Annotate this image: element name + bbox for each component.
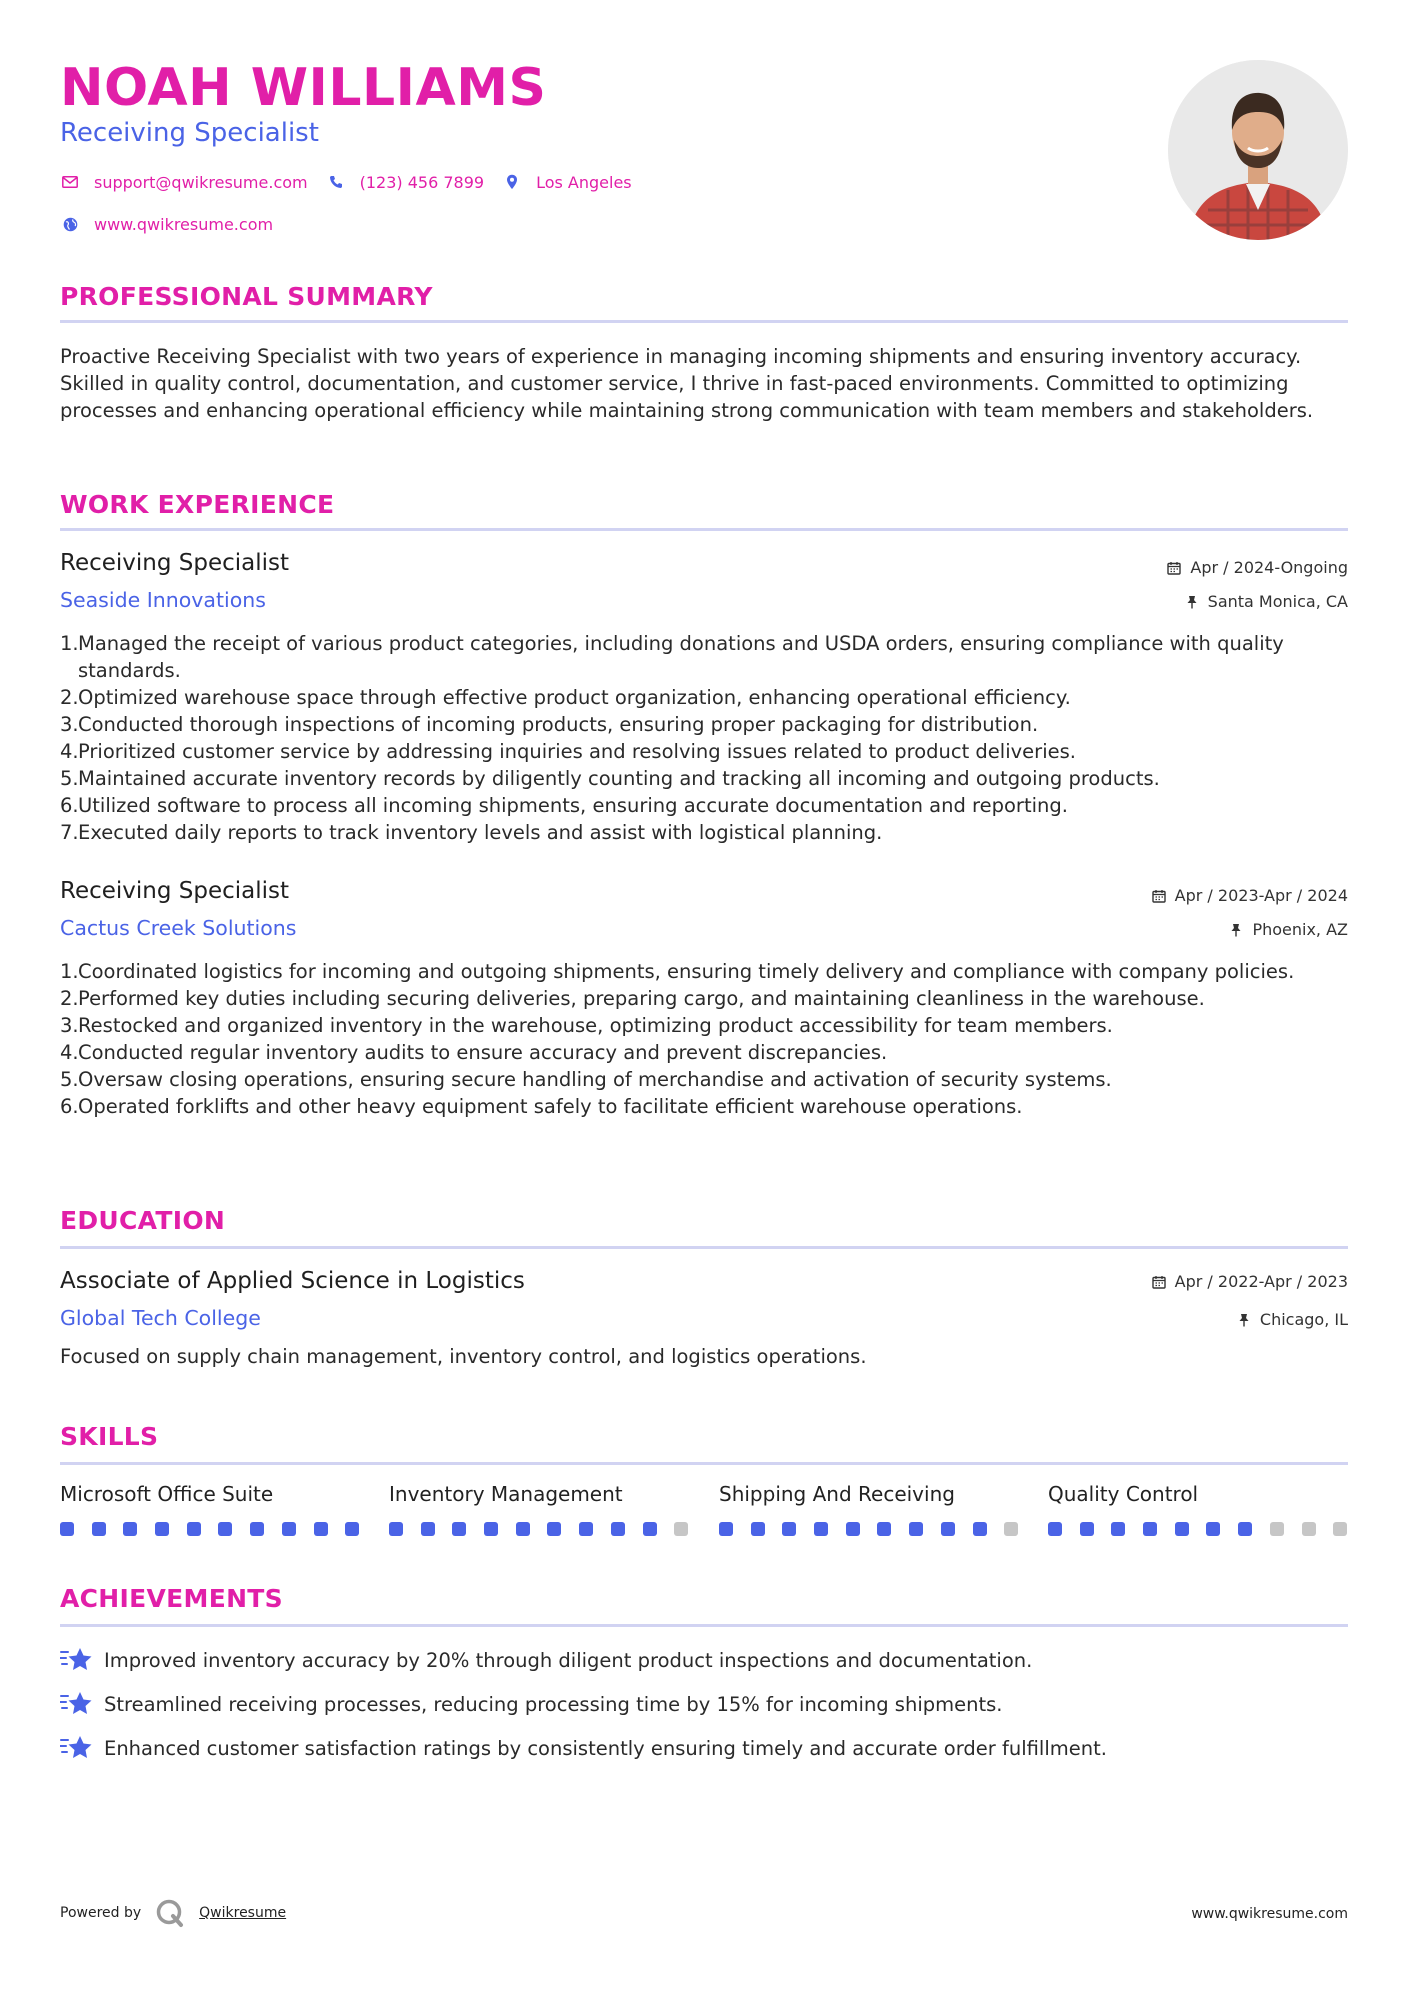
contact-row — [60, 172, 650, 192]
list-item: 1. Managed the receipt of various product categories, including donations and USDA orders, ensuring compliance with quality standards. — [60, 632, 1284, 682]
rating-dot-filled — [123, 1522, 137, 1536]
skill-name: Inventory Management — [389, 1482, 623, 1506]
list-item: 5. Oversaw closing operations, ensuring secure handling of merchandise and activation of security systems. — [60, 1068, 1112, 1091]
job-location — [1184, 592, 1348, 611]
star-icon — [60, 1734, 94, 1762]
list-item: 5. Maintained accurate inventory records by diligently counting and tracking all incoming and outgoing products. — [60, 767, 1160, 790]
rating-dot-filled — [579, 1522, 593, 1536]
rating-dot-filled — [282, 1522, 296, 1536]
education-location — [1236, 1310, 1348, 1329]
education-dates — [1151, 1272, 1348, 1291]
contact-location — [502, 172, 632, 192]
rating-dot-filled — [611, 1522, 625, 1536]
education-heading: EDUCATION — [60, 1206, 226, 1235]
footer-powered-by — [60, 1898, 286, 1928]
skill-rating — [1048, 1522, 1365, 1536]
skill-name: Microsoft Office Suite — [60, 1482, 274, 1506]
rating-dot-filled — [60, 1522, 74, 1536]
rating-dot-filled — [484, 1522, 498, 1536]
rating-dot-filled — [1238, 1522, 1252, 1536]
rating-dot-filled — [547, 1522, 561, 1536]
skill-rating — [719, 1522, 1036, 1536]
achievement-item — [60, 1646, 1032, 1674]
list-item: 6. Operated forklifts and other heavy equipment safely to facilitate efficient warehouse operations. — [60, 1095, 1023, 1118]
contact-email[interactable] — [60, 172, 308, 192]
list-item: 7. Executed daily reports to track inventory levels and assist with logistical planning. — [60, 821, 883, 844]
achievements-heading: ACHIEVEMENTS — [60, 1584, 283, 1613]
contact-website[interactable] — [60, 214, 273, 234]
job-dates-text: Apr / 2024-Ongoing — [1190, 558, 1348, 577]
rating-dot-filled — [516, 1522, 530, 1536]
rating-dot-filled — [1048, 1522, 1062, 1536]
contact-phone[interactable] — [326, 172, 484, 192]
section-divider — [60, 1246, 1348, 1249]
skill-item — [60, 1482, 360, 1506]
rating-dot-filled — [1175, 1522, 1189, 1536]
envelope-icon — [60, 172, 80, 192]
rating-dot-filled — [643, 1522, 657, 1536]
rating-dot-filled — [814, 1522, 828, 1536]
education-dates-text: Apr / 2022-Apr / 2023 — [1174, 1272, 1348, 1291]
company-name: Seaside Innovations — [60, 588, 266, 612]
company-name: Cactus Creek Solutions — [60, 916, 297, 940]
rating-dot-empty — [674, 1522, 688, 1536]
rating-dot-filled — [1206, 1522, 1220, 1536]
section-divider — [60, 320, 1348, 323]
list-item: 3. Conducted thorough inspections of incoming products, ensuring proper packaging for distribution. — [60, 713, 1039, 736]
calendar-icon — [1151, 888, 1167, 904]
list-item: 1. Coordinated logistics for incoming and outgoing shipments, ensuring timely delivery and compliance with company policies. — [60, 960, 1295, 983]
section-divider — [60, 528, 1348, 531]
rating-dot-filled — [1080, 1522, 1094, 1536]
job-location — [1228, 920, 1348, 939]
rating-dot-filled — [1143, 1522, 1157, 1536]
brand-link[interactable]: Qwikresume — [199, 1905, 287, 1921]
globe-icon — [60, 214, 80, 234]
rating-dot-filled — [421, 1522, 435, 1536]
job-dates — [1151, 886, 1348, 905]
candidate-name: NOAH WILLIAMS — [60, 58, 547, 118]
rating-dot-filled — [751, 1522, 765, 1536]
rating-dot-filled — [782, 1522, 796, 1536]
list-item: 4. Conducted regular inventory audits to ensure accuracy and prevent discrepancies. — [60, 1041, 888, 1064]
footer-site-link[interactable]: www.qwikresume.com — [1191, 1906, 1348, 1922]
website-text: www.qwikresume.com — [94, 214, 274, 234]
school-name: Global Tech College — [60, 1306, 261, 1330]
powered-by-text: Powered by — [60, 1905, 142, 1921]
star-icon — [60, 1646, 94, 1674]
rating-dot-filled — [155, 1522, 169, 1536]
job-location-text: Phoenix, AZ — [1252, 920, 1348, 939]
list-item: 2. Performed key duties including securing deliveries, preparing cargo, and maintaining cleanliness in the warehouse. — [60, 987, 1205, 1010]
education-location-text: Chicago, IL — [1259, 1310, 1348, 1329]
summary-text: Proactive Receiving Specialist with two years of experience in managing incoming shipments and ensuring inventory accuracy. Skilled in quality control, documentation, and customer service, I thrive in fast-paced environments. Committed to optimizing processes and enhancing operational efficiency while maintaining strong communication with team members and stakeholders. — [60, 345, 1314, 422]
job-bullets — [60, 958, 1348, 1120]
rating-dot-filled — [877, 1522, 891, 1536]
star-icon — [60, 1690, 94, 1718]
rating-dot-filled — [92, 1522, 106, 1536]
qwikresume-logo-icon — [155, 1898, 185, 1928]
job-dates-text: Apr / 2023-Apr / 2024 — [1174, 886, 1348, 905]
pushpin-icon — [1236, 1312, 1252, 1328]
candidate-role: Receiving Specialist — [60, 118, 319, 148]
skill-item — [719, 1482, 1019, 1506]
email-text: support@qwikresume.com — [94, 172, 308, 192]
rating-dot-filled — [250, 1522, 264, 1536]
achievement-item — [60, 1734, 1107, 1762]
achievement-text: Improved inventory accuracy by 20% through diligent product inspections and documentation. — [104, 1648, 1033, 1672]
experience-heading: WORK EXPERIENCE — [60, 490, 335, 519]
rating-dot-filled — [187, 1522, 201, 1536]
skill-item — [389, 1482, 689, 1506]
list-item: 3. Restocked and organized inventory in the warehouse, optimizing product accessibility for team members. — [60, 1014, 1113, 1037]
rating-dot-empty — [1004, 1522, 1018, 1536]
pushpin-icon — [1184, 594, 1200, 610]
section-divider — [60, 1624, 1348, 1627]
rating-dot-filled — [218, 1522, 232, 1536]
rating-dot-empty — [1333, 1522, 1347, 1536]
degree-title: Associate of Applied Science in Logistics — [60, 1268, 525, 1294]
skill-rating — [60, 1522, 377, 1536]
list-item: 4. Prioritized customer service by addressing inquiries and resolving issues related to product deliveries. — [60, 740, 1076, 763]
achievement-text: Enhanced customer satisfaction ratings by consistently ensuring timely and accurate order fulfillment. — [104, 1736, 1107, 1760]
list-item: 6. Utilized software to process all incoming shipments, ensuring accurate documentation and reporting. — [60, 794, 1068, 817]
section-divider — [60, 1462, 1348, 1465]
contact-row-website — [60, 214, 291, 234]
job-dates — [1166, 558, 1348, 577]
calendar-icon — [1151, 1274, 1167, 1290]
list-item: 2. Optimized warehouse space through effective product organization, enhancing operational efficiency. — [60, 686, 1071, 709]
rating-dot-empty — [1270, 1522, 1284, 1536]
skills-heading: SKILLS — [60, 1422, 159, 1451]
location-text: Los Angeles — [536, 172, 632, 192]
job-title: Receiving Specialist — [60, 878, 290, 904]
phone-icon — [326, 172, 346, 192]
pushpin-icon — [1228, 922, 1244, 938]
job-bullets — [60, 630, 1348, 846]
job-location-text: Santa Monica, CA — [1207, 592, 1348, 611]
calendar-icon — [1166, 560, 1182, 576]
rating-dot-filled — [719, 1522, 733, 1536]
skill-item — [1048, 1482, 1348, 1506]
rating-dot-filled — [314, 1522, 328, 1536]
profile-photo — [1168, 60, 1348, 240]
job-title: Receiving Specialist — [60, 550, 290, 576]
rating-dot-filled — [345, 1522, 359, 1536]
skill-name: Quality Control — [1048, 1482, 1199, 1506]
rating-dot-filled — [941, 1522, 955, 1536]
achievement-text: Streamlined receiving processes, reducing processing time by 15% for incoming shipments. — [104, 1692, 1003, 1716]
rating-dot-filled — [846, 1522, 860, 1536]
phone-text: (123) 456 7899 — [359, 172, 485, 192]
summary-heading: PROFESSIONAL SUMMARY — [60, 282, 433, 311]
rating-dot-filled — [452, 1522, 466, 1536]
education-description: Focused on supply chain management, inventory control, and logistics operations. — [60, 1345, 867, 1368]
skill-name: Shipping And Receiving — [719, 1482, 955, 1506]
skill-rating — [389, 1522, 706, 1536]
rating-dot-filled — [389, 1522, 403, 1536]
rating-dot-empty — [1302, 1522, 1316, 1536]
rating-dot-filled — [1111, 1522, 1125, 1536]
rating-dot-filled — [973, 1522, 987, 1536]
rating-dot-filled — [909, 1522, 923, 1536]
map-pin-icon — [502, 172, 522, 192]
achievement-item — [60, 1690, 1002, 1718]
